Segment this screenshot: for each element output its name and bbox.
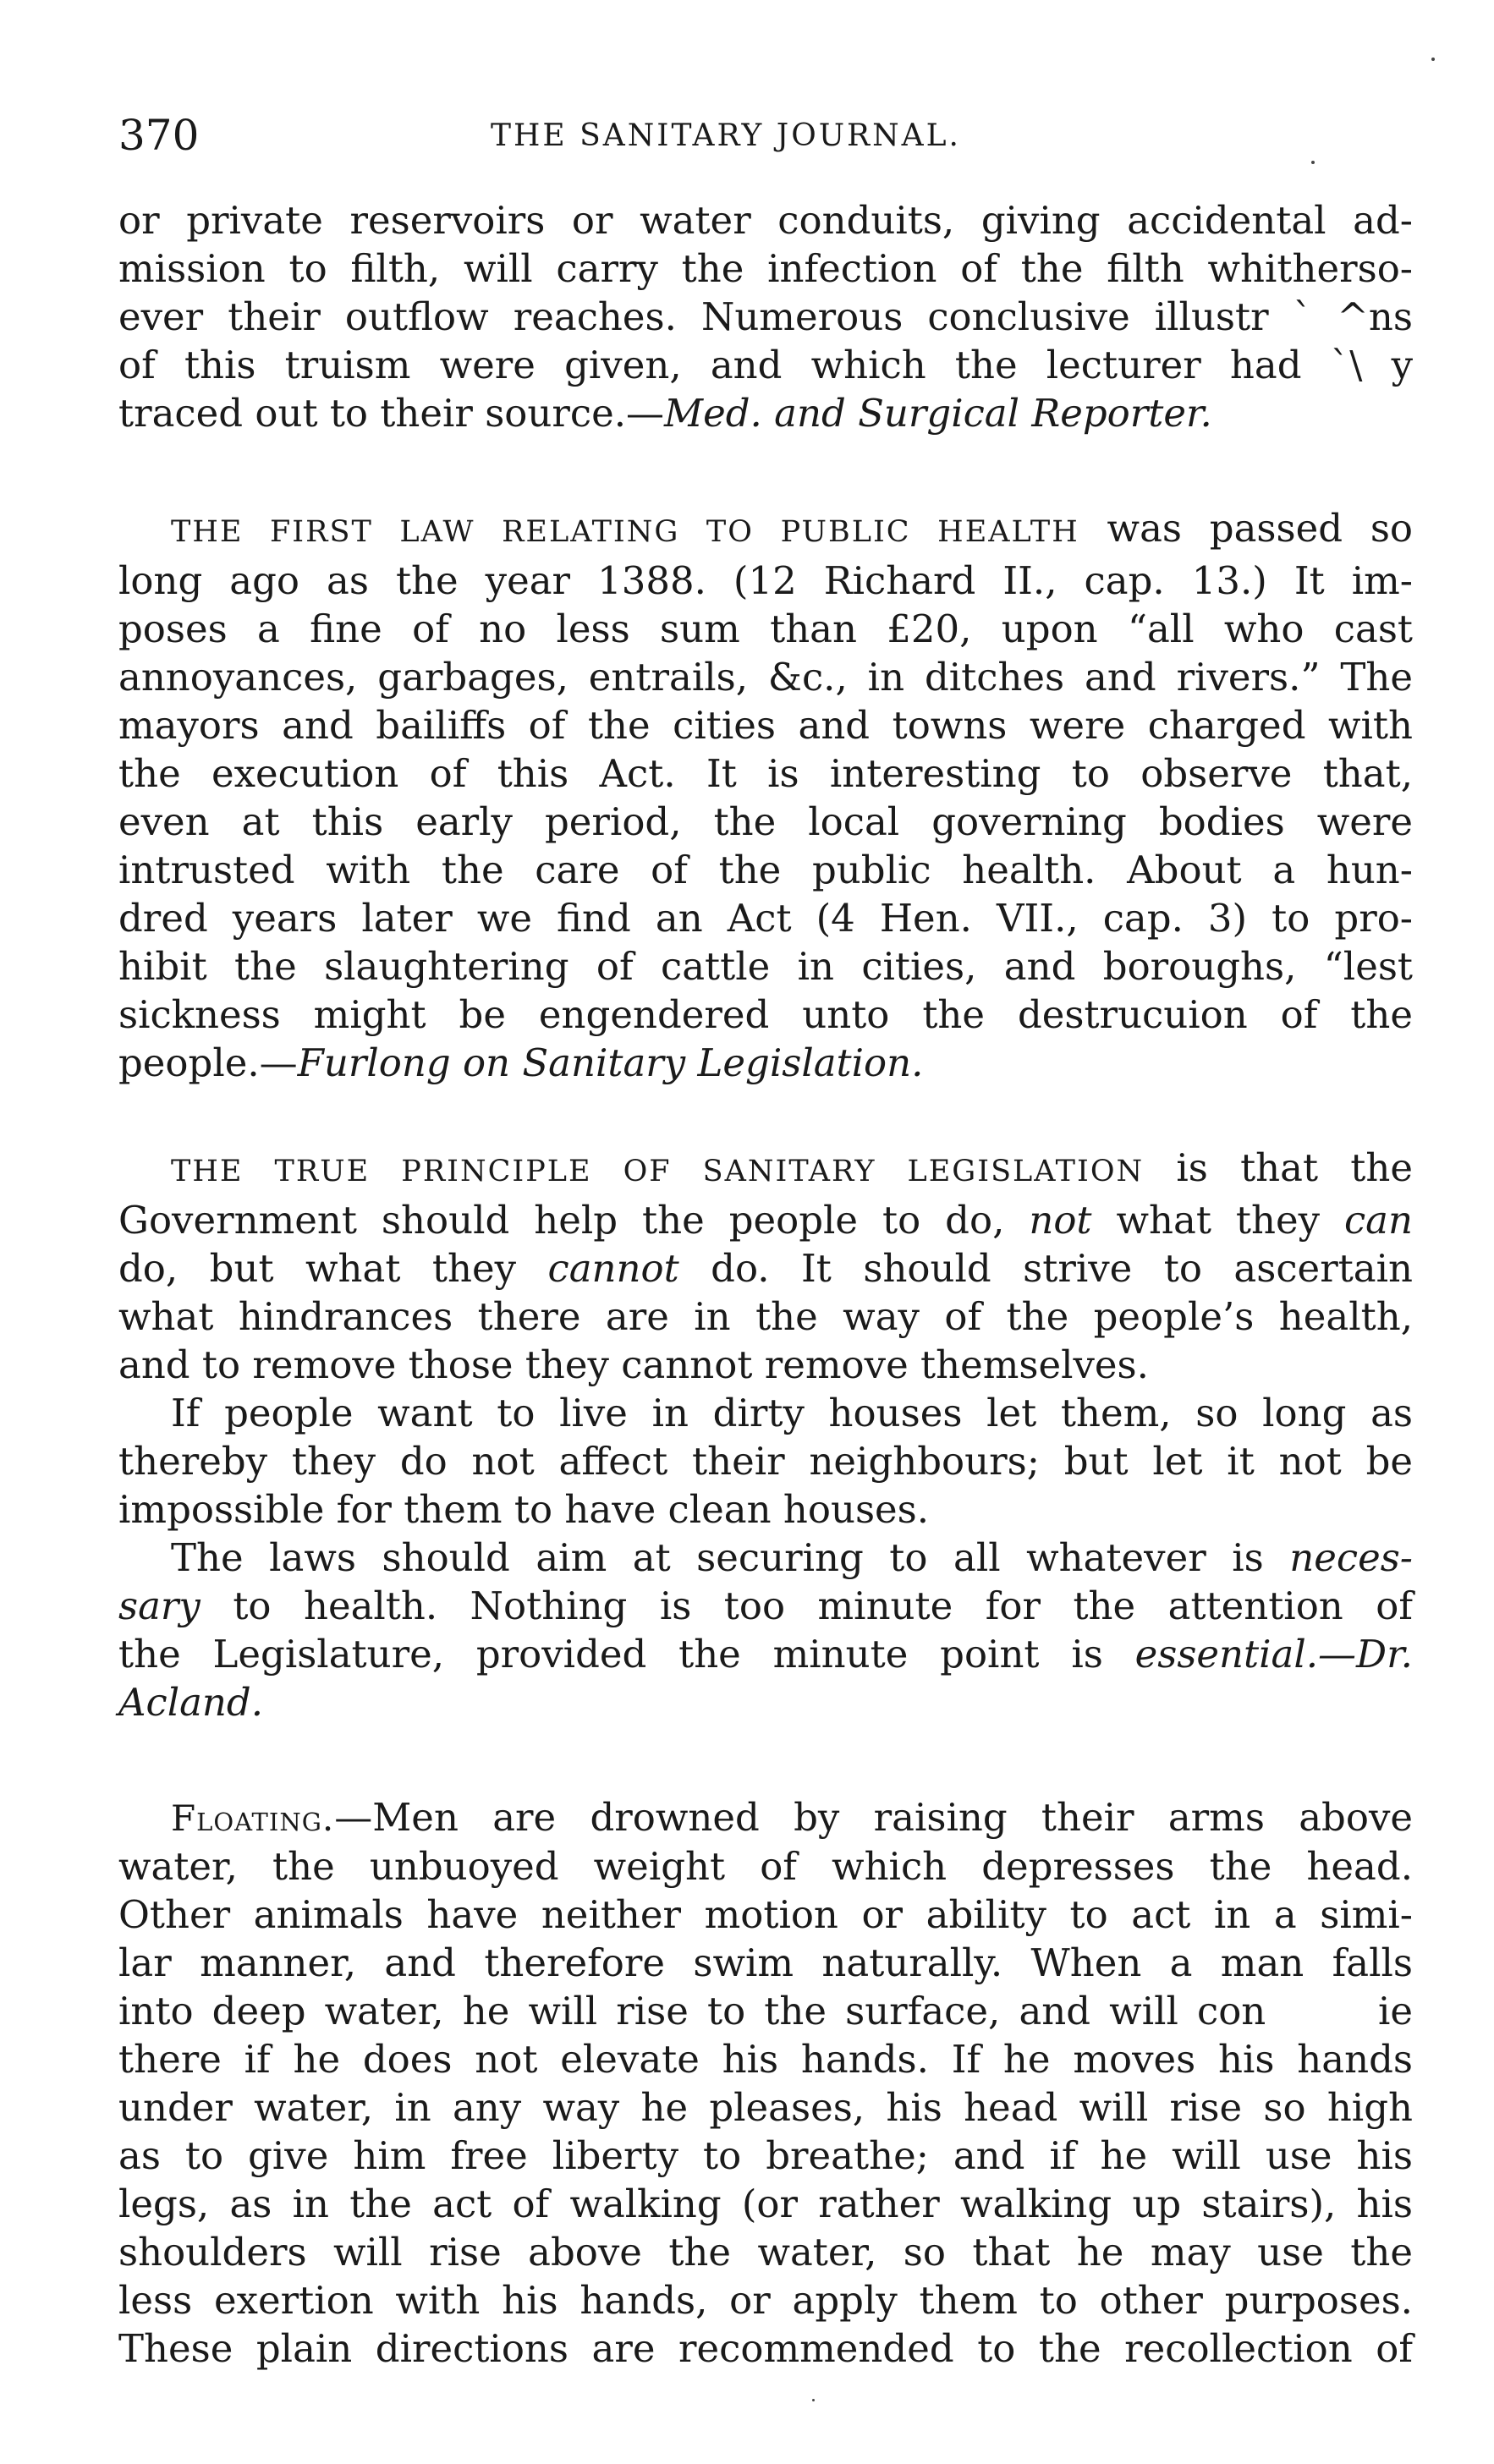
paragraph-floating: [118, 1793, 1413, 2373]
text-fragment: the Legislature, provided the minute point is: [118, 1632, 1135, 1677]
text-line: as to give him free liberty to breathe; and if he will use his: [118, 2133, 1413, 2178]
page-header: [118, 110, 1387, 161]
text-line: water, the unbuoyed weight of which depresses the head.: [118, 1844, 1413, 1889]
text-line: there if he does not elevate his hands. If he moves his hands: [118, 2037, 1413, 2082]
text-fragment: people.—: [118, 1040, 298, 1085]
text-line: If people want to live in dirty houses let them, so long as: [171, 1391, 1413, 1435]
paragraph-true-principle: [118, 1144, 1413, 1726]
emphasis: cannot: [547, 1246, 679, 1291]
text-fragment: The laws should aim at securing to all whatever is: [171, 1535, 1290, 1580]
text-fragment: what they: [1091, 1198, 1344, 1243]
text-line: into deep water, he will rise to the surface, and will con ie: [118, 1989, 1413, 2033]
text-fragment: —Men are drowned by raising their arms above: [334, 1795, 1413, 1840]
text-line: [118, 1244, 1413, 1292]
citation: essential.—Dr.: [1134, 1632, 1413, 1677]
text-line: thereby they do not affect their neighbours; but let it not be: [118, 1439, 1413, 1484]
emphasis: not: [1029, 1198, 1092, 1243]
paragraph-reservoirs: [118, 196, 1413, 437]
scan-speck: [1431, 58, 1435, 61]
emphasis: neces-: [1289, 1535, 1413, 1580]
text-line: [118, 1630, 1413, 1678]
text-line: or private reservoirs or water conduits, giving accidental ad-: [118, 198, 1413, 243]
text-line: impossible for them to have clean houses.: [118, 1487, 930, 1532]
text-fragment: traced out to their source.—: [118, 391, 665, 436]
text-line: annoyances, garbages, entrails, &c., in ditches and rivers.” The: [118, 655, 1413, 700]
text-line: [118, 504, 1413, 557]
text-line: dred years later we find an Act (4 Hen. VII., cap. 3) to pro-: [118, 896, 1413, 941]
scan-speck: [1311, 161, 1315, 164]
text-line: [118, 389, 1413, 437]
citation: Med. and Surgical Reporter.: [664, 391, 1212, 436]
emphasis: can: [1343, 1198, 1413, 1243]
text-line: shoulders will rise above the water, so that he may use the: [118, 2230, 1413, 2275]
citation: Acland.: [118, 1680, 264, 1725]
text-line: hibit the slaughtering of cattle in cities, and boroughs, “lest: [118, 944, 1413, 989]
text-line: legs, as in the act of walking (or rather walking up stairs), his: [118, 2181, 1413, 2226]
text-line: of this truism were given, and which the lecturer had `\ y: [118, 343, 1413, 387]
scan-speck: [812, 2399, 815, 2401]
running-head: THE SANITARY JOURNAL.: [491, 118, 961, 153]
text-line: mission to filth, will carry the infection of the filth whitherso-: [118, 246, 1413, 291]
emphasis: sary: [118, 1583, 200, 1628]
text-line: [118, 1039, 1413, 1087]
text-line: These plain directions are recommended to the recollection of: [118, 2326, 1413, 2371]
text-line: poses a fine of no less sum than £20, upon “all who cast: [118, 606, 1413, 651]
text-line: lar manner, and therefore swim naturally. When a man falls: [118, 1940, 1413, 1985]
page-number: 370: [118, 111, 200, 160]
text-fragment: is that the: [1144, 1145, 1413, 1190]
text-line: what hindrances there are in the way of the people’s health,: [118, 1294, 1413, 1339]
text-line: and to remove those they cannot remove themselves.: [118, 1342, 1149, 1387]
paragraph-first-law: [118, 504, 1413, 1087]
text-fragment: do. It should strive to ascertain: [678, 1246, 1413, 1291]
text-line: long ago as the year 1388. (12 Richard II., cap. 13.) It im-: [118, 558, 1413, 603]
text-fragment: do, but what they: [118, 1246, 548, 1291]
text-line: [118, 1582, 1413, 1630]
text-line: [118, 1678, 1413, 1726]
text-line: the execution of this Act. It is interesting to observe that,: [118, 751, 1413, 796]
text-line: ever their outflow reaches. Numerous conclusive illustr ` ^ns: [118, 294, 1413, 339]
text-fragment: was passed so: [1079, 506, 1413, 551]
text-line: mayors and bailiffs of the cities and towns were charged with: [118, 703, 1413, 748]
text-line: even at this early period, the local governing bodies were: [118, 799, 1413, 844]
text-line: sickness might be engendered unto the destrucuion of the: [118, 992, 1413, 1037]
text-line: intrusted with the care of the public health. About a hun-: [118, 848, 1413, 892]
text-line: under water, in any way he pleases, his head will rise so high: [118, 2085, 1413, 2130]
text-line: [118, 1196, 1413, 1244]
text-line: [118, 1144, 1413, 1196]
text-line: less exertion with his hands, or apply them to other purposes.: [118, 2278, 1413, 2323]
text-line: [118, 1534, 1413, 1582]
text-line: Other animals have neither motion or ability to act in a simi-: [118, 1892, 1413, 1937]
text-line: [118, 1793, 1413, 1842]
text-fragment: to health. Nothing is too minute for the attention of: [200, 1583, 1413, 1628]
lead-in: Floating.: [171, 1797, 335, 1839]
text-fragment: Government should help the people to do,: [118, 1198, 1030, 1243]
lead-in: THE FIRST LAW RELATING TO PUBLIC HEALTH: [171, 515, 1079, 549]
citation: Furlong on Sanitary Legislation.: [297, 1040, 924, 1085]
lead-in: THE TRUE PRINCIPLE OF SANITARY LEGISLATION: [171, 1155, 1145, 1188]
